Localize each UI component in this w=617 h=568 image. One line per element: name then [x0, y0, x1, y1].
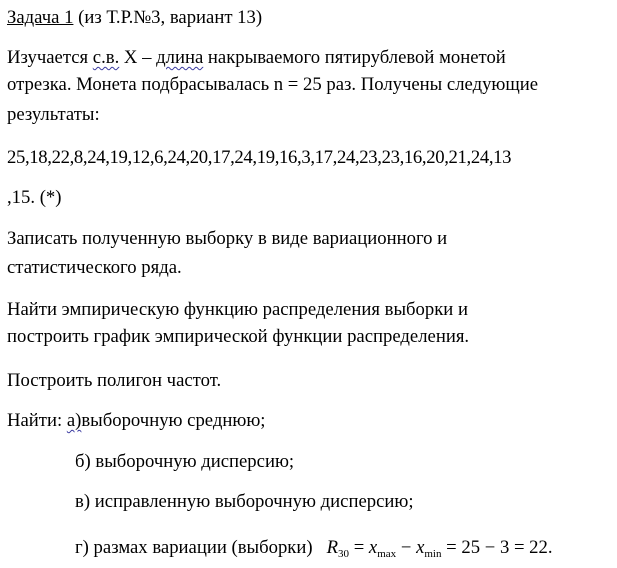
task-title-underlined: Задача 1 [7, 7, 74, 28]
formula-x-min-sub: min [424, 548, 442, 560]
intro-text: накрываемого пятирублевой монетой [203, 47, 506, 68]
task-4-a-text: выборочную среднюю; [81, 410, 266, 431]
task-4-a [7, 407, 265, 434]
task-4-d-text: г) размах вариации (выборки) [75, 537, 313, 558]
task-3: Построить полигон частот. [7, 370, 222, 391]
formula-x-min: x [416, 537, 425, 558]
intro-line-1 [7, 44, 506, 71]
formula-x-max: x [368, 537, 378, 558]
intro-line-2: отрезка. Монета подбрасывалась n = 25 раз. Получены следующие [7, 74, 539, 95]
task-2-line-1: Найти эмпирическую функцию распределения выборки и [7, 299, 468, 320]
task-4-c: в) исправленную выборочную дисперсию; [75, 491, 414, 512]
task-2-line-2: построить график эмпирической функции распределения. [7, 326, 470, 347]
intro-text: X – [119, 47, 157, 68]
intro-sv-term: с.в. [92, 47, 120, 68]
formula-result: = 25 − 3 = 22. [441, 537, 553, 558]
sample-data-line-2: ,15. (*) [7, 187, 62, 208]
intro-line-3: результаты: [7, 104, 100, 125]
task-4-a-letter: а) [66, 410, 82, 431]
intro-dlina-term: длина [156, 47, 204, 68]
task-4-b: б) выборочную дисперсию; [75, 451, 295, 472]
task-1-line-2: статистического ряда. [7, 257, 182, 278]
task-4-d [75, 534, 553, 568]
formula-equals: = [349, 537, 369, 558]
task-4-prefix: Найти: [7, 410, 67, 431]
formula-minus: − [396, 537, 417, 558]
intro-text: Изучается [7, 47, 93, 68]
formula-r-sub: 30 [338, 548, 350, 560]
formula-r: R [326, 537, 339, 558]
range-formula [327, 537, 553, 558]
task-title [7, 4, 262, 31]
task-1-line-1: Записать полученную выборку в виде вариационного и [7, 228, 448, 249]
task-title-rest: (из Т.Р.№3, вариант 13) [73, 7, 263, 28]
sample-data-line-1: 25,18,22,8,24,19,12,6,24,20,17,24,19,16,3,17,24,23,23,16,20,21,24,13 [7, 147, 512, 168]
formula-x-max-sub: max [377, 548, 397, 560]
